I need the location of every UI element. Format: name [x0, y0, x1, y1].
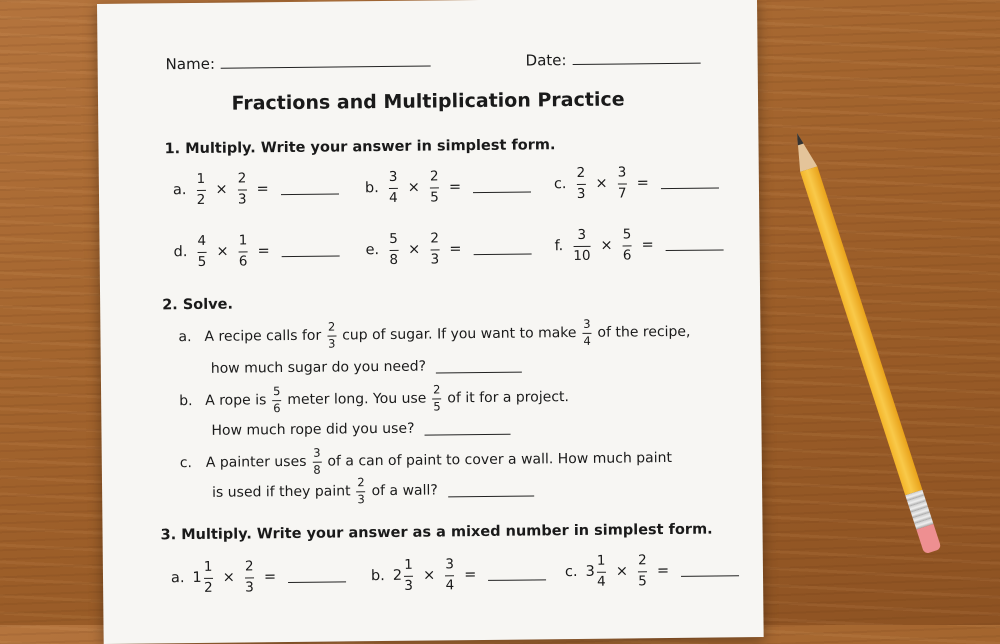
- fraction: $\frac{2}{3}$: [244, 558, 254, 595]
- problem-text: A rope is: [205, 392, 267, 409]
- times-sign: ×: [600, 237, 613, 254]
- date-line: [572, 49, 700, 65]
- equals-sign: =: [464, 567, 477, 584]
- times-sign: ×: [407, 179, 421, 196]
- pencil-ferrule: [905, 490, 933, 530]
- problem-label: b.: [364, 180, 379, 197]
- fraction: $\frac{3}{4}$: [445, 556, 455, 593]
- equals-sign: =: [256, 181, 269, 198]
- times-sign: ×: [222, 569, 235, 586]
- s3-problem-a: [171, 559, 346, 595]
- fraction: $\frac{3}{4}$: [583, 316, 591, 348]
- equals-sign: =: [449, 241, 462, 258]
- problem-label: c.: [553, 176, 567, 193]
- fraction: $\frac{1}{3}$: [404, 556, 414, 594]
- fraction: $\frac{5}{6}$: [273, 384, 281, 415]
- problem-label: a.: [172, 182, 187, 199]
- answer-blank: [282, 245, 340, 257]
- whole-number: 1: [192, 569, 202, 587]
- s3-problem-b: [371, 557, 547, 593]
- s1-problem-b: [365, 169, 531, 205]
- answer-blank: [666, 239, 724, 251]
- answer-blank: [661, 177, 719, 189]
- name-label: Name:: [165, 54, 216, 74]
- problem-text: A recipe calls for: [204, 327, 322, 345]
- date-label: Date:: [525, 51, 567, 70]
- problem-label: e.: [365, 242, 380, 259]
- answer-blank: [448, 483, 534, 497]
- whole-number: 3: [585, 563, 595, 580]
- fraction: $\frac{2}{3}$: [327, 319, 336, 351]
- fraction: $\frac{1}{6}$: [238, 232, 248, 270]
- equals-sign: =: [656, 563, 670, 580]
- pencil-eraser: [916, 524, 941, 554]
- fraction: $\frac{2}{3}$: [237, 170, 247, 208]
- fraction: $\frac{5}{6}$: [622, 226, 632, 264]
- fraction: $\frac{3}{7}$: [617, 164, 627, 202]
- equals-sign: =: [636, 175, 649, 192]
- s2-problem-c-line1: [180, 444, 672, 477]
- fraction: $\frac{3}{10}$: [573, 226, 591, 264]
- problem-text: how much sugar do you need?: [210, 358, 427, 377]
- problem-text: cup of sugar. If you want to make: [342, 324, 577, 344]
- fraction: $\frac{2}{5}$: [429, 168, 439, 206]
- s1-problem-d: [173, 233, 339, 269]
- fraction: $\frac{2}{5}$: [637, 552, 647, 589]
- problem-text: A painter uses: [205, 453, 307, 471]
- problem-label: a.: [170, 570, 185, 587]
- s1-problem-f: [554, 227, 724, 263]
- whole-number: 2: [392, 567, 403, 584]
- name-line: [221, 52, 431, 69]
- answer-blank: [281, 183, 339, 195]
- s1-problem-c: [554, 165, 719, 201]
- fraction: $\frac{1}{4}$: [596, 552, 606, 590]
- problem-label: d.: [173, 244, 188, 261]
- worksheet-paper: [97, 0, 764, 644]
- s2-problem-c-line2: [212, 475, 534, 506]
- equals-sign: =: [641, 237, 654, 254]
- section1-heading: 1. Multiply. Write your answer in simplest form.: [164, 137, 556, 158]
- section2-heading: 2. Solve.: [162, 296, 234, 314]
- s2-problem-a-line2: [211, 358, 522, 377]
- times-sign: ×: [422, 567, 436, 584]
- equals-sign: =: [263, 569, 277, 586]
- problem-text: How much rope did you use?: [211, 420, 415, 439]
- problem-label: a.: [178, 329, 192, 346]
- s2-problem-b-line2: [211, 420, 510, 439]
- problem-text: meter long. You use: [287, 390, 427, 409]
- fraction: $\frac{3}{8}$: [313, 445, 321, 477]
- fraction: $\frac{1}{2}$: [203, 558, 213, 596]
- answer-blank: [473, 243, 531, 255]
- fraction: $\frac{5}{8}$: [389, 230, 399, 268]
- fraction: $\frac{2}{3}$: [357, 475, 365, 506]
- fraction: $\frac{2}{3}$: [576, 164, 586, 202]
- problem-label: b.: [179, 393, 193, 410]
- answer-blank: [681, 565, 739, 577]
- problem-label: c.: [564, 563, 578, 581]
- pencil-tip: [788, 130, 817, 172]
- fraction: $\frac{4}{5}$: [197, 232, 207, 270]
- problem-text: of it for a project.: [447, 389, 570, 407]
- problem-label: c.: [179, 455, 193, 472]
- problem-label: b.: [370, 568, 385, 585]
- answer-blank: [424, 421, 510, 435]
- times-sign: ×: [615, 563, 629, 580]
- s2-problem-b-line1: [179, 383, 569, 415]
- problem-text: of a can of paint to cover a wall. How much paint: [327, 450, 673, 470]
- pencil: [788, 130, 944, 564]
- equals-sign: =: [448, 179, 462, 196]
- problem-label: f.: [554, 238, 564, 255]
- times-sign: ×: [408, 241, 421, 258]
- pencil-body: [800, 166, 922, 495]
- worksheet-title: Fractions and Multiplication Practice: [231, 88, 625, 115]
- section3-heading: 3. Multiply. Write your answer as a mixed number in simplest form.: [160, 521, 713, 544]
- fraction: $\frac{3}{4}$: [388, 168, 398, 206]
- fraction: $\frac{2}{5}$: [433, 382, 441, 414]
- problem-text: of the recipe,: [597, 323, 691, 341]
- date-field: [526, 49, 701, 70]
- answer-blank: [436, 359, 522, 373]
- problem-text: is used if they paint: [212, 483, 351, 501]
- s3-problem-c: [565, 553, 739, 589]
- equals-sign: =: [257, 243, 270, 260]
- answer-blank: [473, 181, 531, 193]
- problem-text: of a wall?: [371, 482, 438, 500]
- s2-problem-a-line1: [178, 318, 690, 351]
- answer-blank: [288, 571, 346, 583]
- fraction: $\frac{1}{2}$: [196, 170, 206, 208]
- answer-blank: [488, 569, 546, 581]
- fraction: $\frac{2}{3}$: [430, 230, 440, 268]
- times-sign: ×: [595, 175, 608, 192]
- s1-problem-e: [365, 231, 531, 267]
- s1-problem-a: [173, 171, 339, 207]
- times-sign: ×: [215, 181, 228, 198]
- name-field: [166, 52, 431, 74]
- times-sign: ×: [216, 243, 229, 260]
